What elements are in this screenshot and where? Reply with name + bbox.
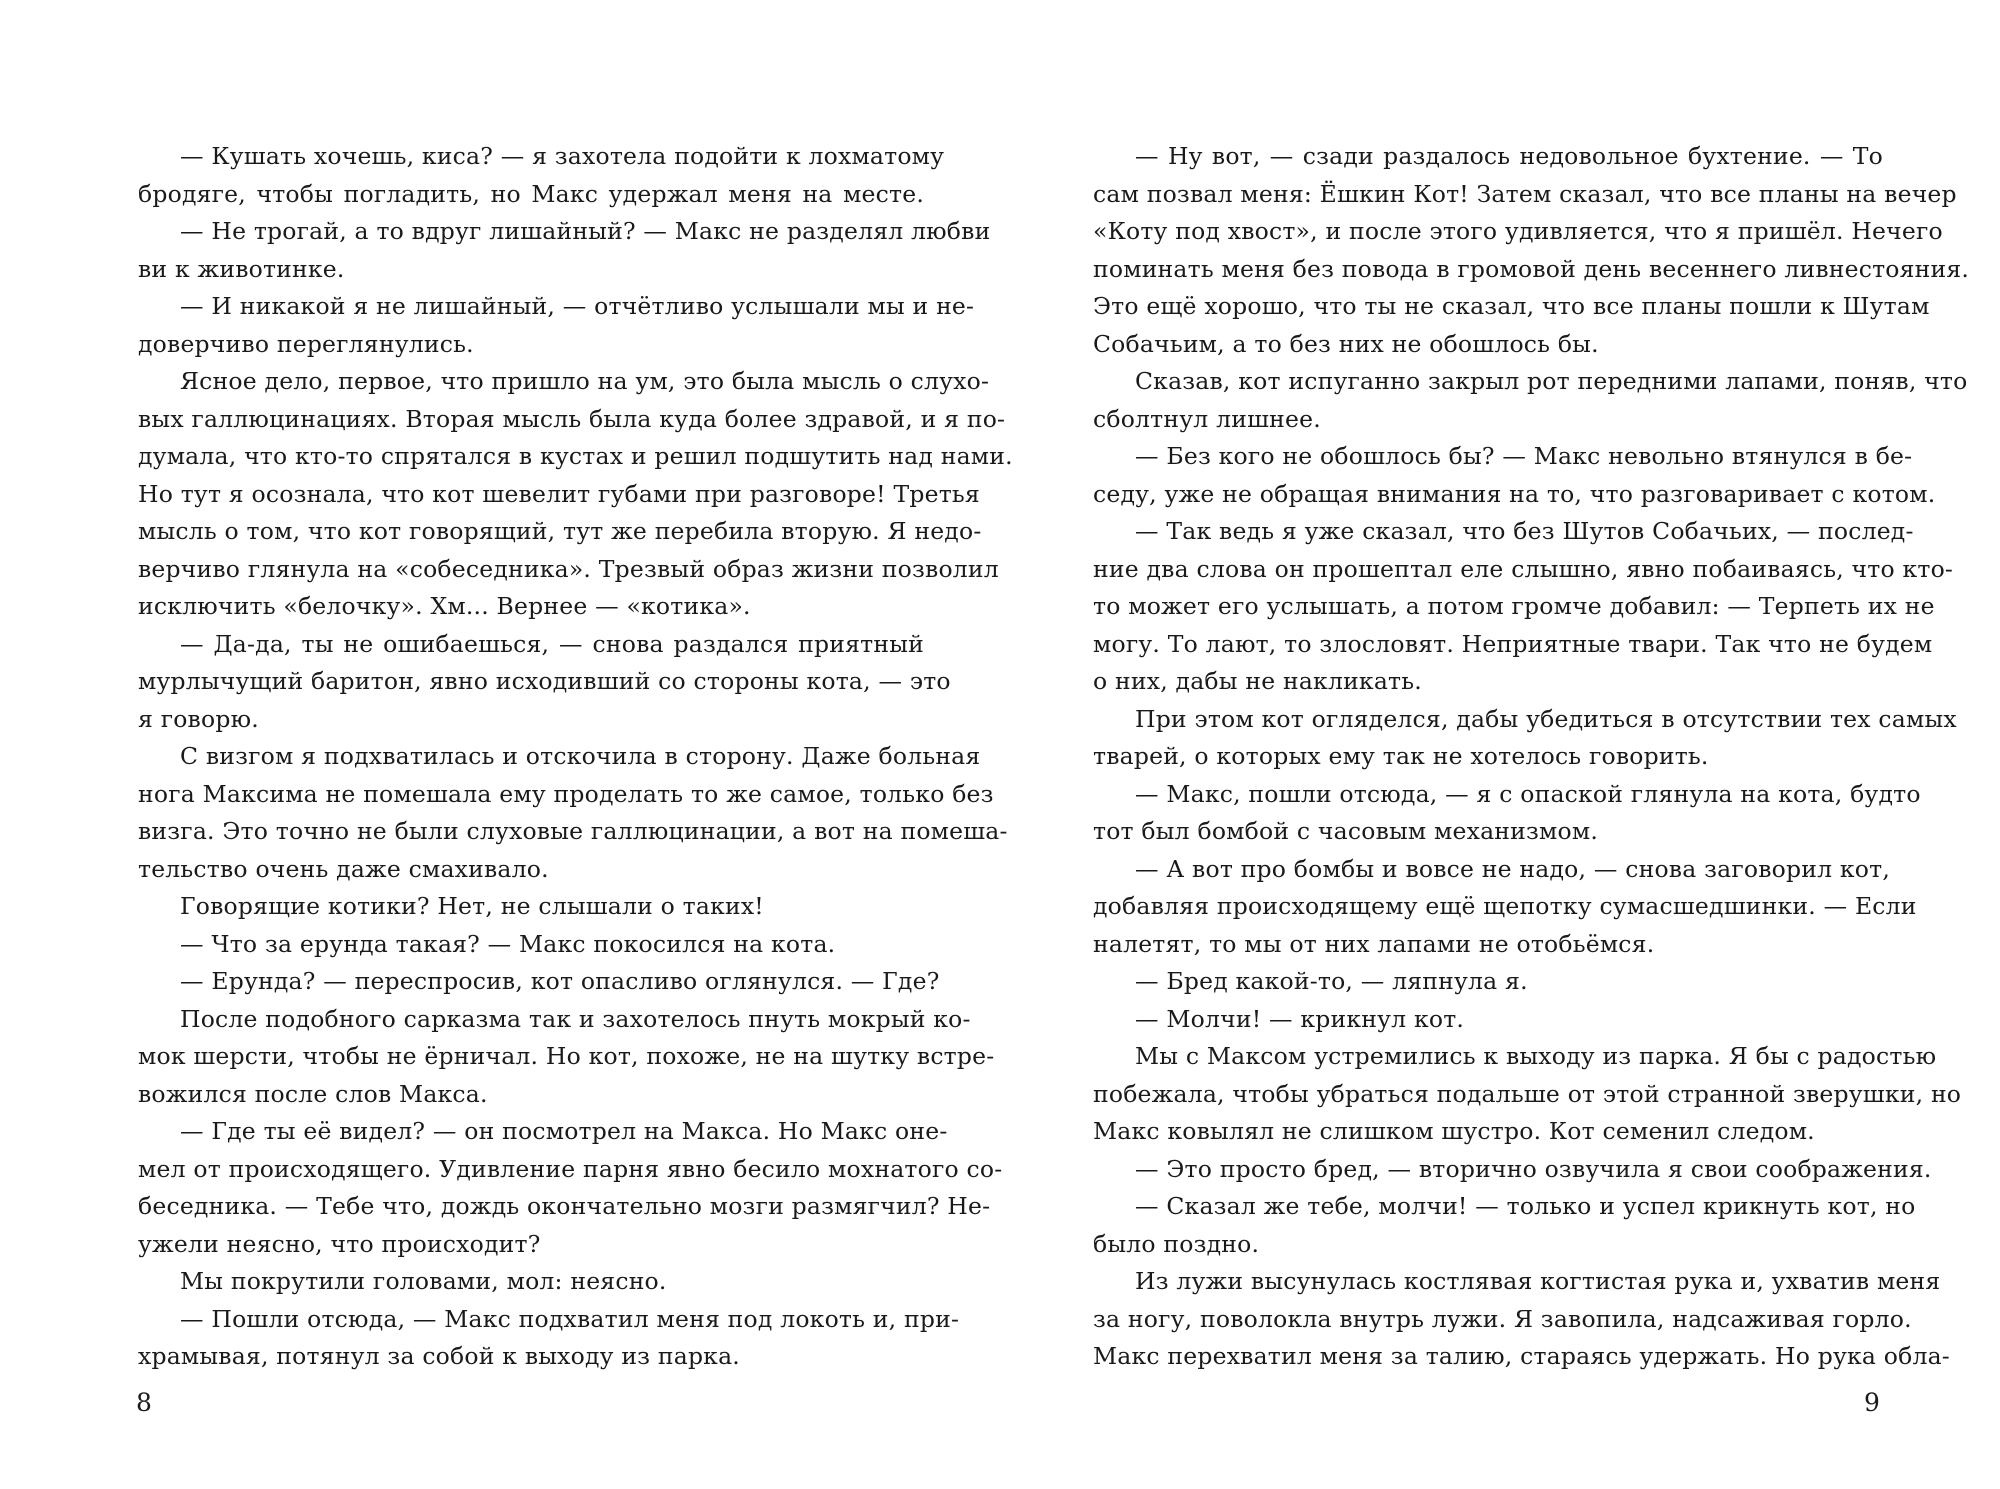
text-line: Мы с Максом устремились к выходу из парка. Я бы с радостью: [1135, 1042, 1937, 1070]
text-line: ние два слова он прошептал еле слышно, явно побаиваясь, что кто-: [1093, 554, 1954, 583]
text-line: ви к животинке.: [138, 254, 345, 283]
text-line: доверчиво переглянулись.: [138, 329, 474, 358]
text-line: мурлычущий баритон, явно исходивший со стороны кота, — это: [138, 667, 951, 695]
text-line: бродяге, чтобы погладить, но Макс удержал меня на месте.: [138, 179, 924, 208]
text-line: — Молчи! — крикнул кот.: [1135, 1004, 1465, 1033]
text-line: думала, что кто-то спрятался в кустах и решил подшутить над нами.: [138, 442, 1013, 470]
text-line: «Коту под хвост», и после этого удивляется, что я пришёл. Нечего: [1093, 217, 1943, 245]
text-line: — Бред какой-то, — ляпнула я.: [1135, 967, 1528, 995]
text-line: я говорю.: [138, 704, 259, 733]
text-line: — Кушать хочешь, киса? — я захотела подойти к лохматому: [180, 142, 945, 170]
text-line: Ясное дело, первое, что пришло на ум, это была мысль о слухо-: [180, 367, 990, 395]
text-line: мысль о том, что кот говорящий, тут же перебила вторую. Я недо-: [138, 517, 982, 545]
text-line: Макс ковылял не слишком шустро. Кот семенил следом.: [1093, 1117, 1815, 1145]
text-line: ужели неясно, что происходит?: [138, 1229, 541, 1258]
text-line: Из лужи высунулась костлявая когтистая рука и, ухватив меня: [1135, 1267, 1941, 1295]
page-number-right: 9: [1864, 1388, 1880, 1417]
text-line: беседника. — Тебе что, дождь окончательно мозги размягчил? Не-: [138, 1192, 991, 1220]
text-line: — Так ведь я уже сказал, что без Шутов Собачьих, — послед-: [1135, 517, 1914, 545]
text-line: исключить «белочку». Хм... Вернее — «котика».: [138, 592, 751, 620]
right-page: [1093, 138, 1970, 1376]
text-line: — А вот про бомбы и вовсе не надо, — снова заговорил кот,: [1135, 854, 1890, 883]
text-line: седу, уже не обращая внимания на то, что разговаривает с котом.: [1093, 479, 1936, 508]
text-line: мок шерсти, чтобы не ёрничал. Но кот, похоже, не на шутку встре-: [138, 1042, 995, 1070]
text-line: Говорящие котики? Нет, не слышали о таких!: [180, 892, 764, 920]
text-line: визга. Это точно не были слуховые галлюцинации, а вот на помеша-: [138, 817, 1008, 845]
page-number-left: 8: [136, 1388, 152, 1417]
text-line: то может его услышать, а потом громче добавил: — Терпеть их не: [1093, 592, 1935, 620]
text-line: — Сказал же тебе, молчи! — только и успел крикнуть кот, но: [1135, 1192, 1916, 1220]
text-line: При этом кот огляделся, дабы убедиться в отсутствии тех самых: [1135, 704, 1957, 733]
text-line: о них, дабы не накликать.: [1093, 667, 1422, 695]
text-line: за ногу, поволокла внутрь лужи. Я завопила, надсаживая горло.: [1093, 1304, 1912, 1333]
text-line: С визгом я подхватилась и отскочила в сторону. Даже больная: [180, 742, 981, 770]
left-page: [138, 138, 1013, 1376]
text-line: Мы покрутили головами, мол: неясно.: [180, 1267, 667, 1295]
text-line: — Где ты её видел? — он посмотрел на Макса. Но Макс оне-: [180, 1117, 948, 1145]
text-line: — Это просто бред, — вторично озвучила я свои соображения.: [1135, 1154, 1932, 1183]
text-line: — И никакой я не лишайный, — отчётливо услышали мы и не-: [180, 292, 975, 320]
text-line: вожился после слов Макса.: [138, 1079, 488, 1108]
text-line: тварей, о которых ему так не хотелось говорить.: [1093, 742, 1709, 770]
text-line: тот был бомбой с часовым механизмом.: [1093, 817, 1599, 845]
text-line: могу. То лают, то злословят. Неприятные твари. Так что не будем: [1093, 629, 1933, 658]
text-line: сболтнул лишнее.: [1093, 404, 1321, 433]
text-line: тельство очень даже смахивало.: [138, 854, 549, 883]
text-line: верчиво глянула на «собеседника». Трезвый образ жизни позволил: [138, 554, 999, 583]
text-line: — Ну вот, — сзади раздалось недовольное бухтение. — То: [1135, 142, 1883, 170]
text-line: — Пошли отсюда, — Макс подхватил меня под локоть и, при-: [180, 1304, 960, 1333]
text-line: — Ерунда? — переспросив, кот опасливо оглянулся. — Где?: [180, 967, 940, 995]
text-line: налетят, то мы от них лапами не отобьёмся.: [1093, 929, 1655, 958]
text-line: Сказав, кот испуганно закрыл рот передними лапами, поняв, что: [1135, 367, 1968, 395]
text-line: — Да-да, ты не ошибаешься, — снова раздался приятный: [180, 629, 924, 658]
text-line: — Макс, пошли отсюда, — я с опаской глянула на кота, будто: [1135, 779, 1921, 808]
text-line: — Что за ерунда такая? — Макс покосился на кота.: [180, 929, 836, 958]
text-line: Но тут я осознала, что кот шевелит губами при разговоре! Третья: [138, 479, 980, 508]
text-line: поминать меня без повода в громовой день весеннего ливнестояния.: [1093, 254, 1970, 283]
text-line: — Не трогай, а то вдруг лишайный? — Макс не разделял любви: [180, 217, 991, 245]
text-line: побежала, чтобы убраться подальше от этой странной зверушки, но: [1093, 1079, 1962, 1108]
text-line: Макс перехватил меня за талию, стараясь удержать. Но рука обла-: [1093, 1342, 1950, 1370]
text-line: добавляя происходящему ещё щепотку сумасшедшинки. — Если: [1093, 892, 1917, 920]
text-line: После подобного сарказма так и захотелось пнуть мокрый ко-: [180, 1004, 971, 1033]
text-line: — Без кого не обошлось бы? — Макс невольно втянулся в бе-: [1135, 442, 1913, 470]
text-line: храмывая, потянул за собой к выходу из парка.: [138, 1342, 740, 1370]
text-line: Это ещё хорошо, что ты не сказал, что все планы пошли к Шутам: [1093, 292, 1930, 320]
text-line: было поздно.: [1093, 1229, 1260, 1258]
text-line: сам позвал меня: Ёшкин Кот! Затем сказал, что все планы на вечер: [1093, 179, 1957, 208]
text-line: нога Максима не помешала ему проделать то же самое, только без: [138, 779, 994, 808]
text-line: мел от происходящего. Удивление парня явно бесило мохнатого со-: [138, 1154, 1003, 1183]
text-line: вых галлюцинациях. Вторая мысль была куда более здравой, и я по-: [138, 404, 1006, 433]
text-line: Собачьим, а то без них не обошлось бы.: [1093, 329, 1599, 358]
